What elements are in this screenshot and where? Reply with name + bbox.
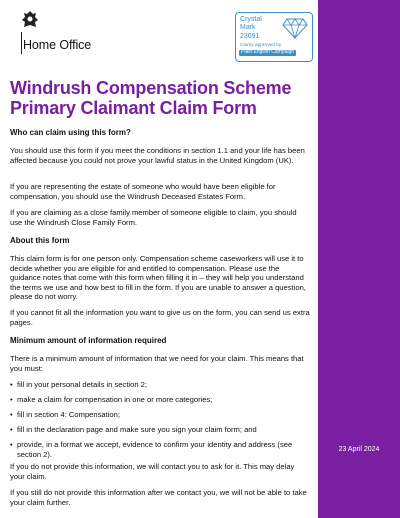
list-item: • fill in the declaration page and make sure you sign your claim form; and: [10, 425, 310, 435]
minimum-after-2: If you still do not provide this information after we contact you, we will not be able to take your claim further.: [10, 488, 307, 507]
heading-minimum-info: Minimum amount of information required: [10, 336, 167, 345]
requirements-list: [10, 380, 310, 390]
list-item: • fill in section 4: Compensation;: [10, 410, 310, 420]
page-title: [10, 78, 310, 118]
crystal-mark-line2: Mark: [240, 24, 256, 31]
crystal-mark-number: 23691: [240, 33, 260, 40]
about-paragraph-1: This claim form is for one person only. Compensation scheme caseworkers will use it to decide whether you are eligible for and entitled to compensation. Please use the guidance notes that come with this form when filling it in – they will help you understand the terms we use and how best to fill in the form. If you are unable to answer a question, please do not worry.: [10, 254, 306, 302]
title-line1: Windrush Compensation Scheme: [10, 78, 292, 98]
list-item: • make a claim for compensation in one or more categories;: [10, 395, 310, 405]
requirements-list: [10, 440, 310, 459]
crystal-mark-badge: [235, 12, 313, 62]
who-paragraph-3: If you are claiming as a close family member of someone eligible to claim, you should use the Windrush Close Family Form.: [10, 208, 297, 227]
royal-crest-icon: [21, 10, 39, 30]
org-name: Home Office: [23, 38, 92, 52]
publication-date: 23 April 2024: [338, 446, 380, 453]
crystal-mark-approved: Clarity approved by: [240, 43, 282, 48]
title-line2: Primary Claimant Claim Form: [10, 98, 257, 118]
crystal-mark-line1: Crystal: [240, 16, 262, 23]
crystal-mark-campaign: Plain English Campaign: [241, 49, 295, 55]
minimum-after-1: If you do not provide this information, we will contact you to ask for it. This may delay your claim.: [10, 462, 295, 481]
requirements-list: [10, 410, 310, 420]
list-item: • provide, in a format we accept, evidence to confirm your identity and address (see section 2).: [10, 440, 310, 459]
heading-about-form: About this form: [10, 236, 70, 245]
list-item: • fill in your personal details in section 2;: [10, 380, 310, 390]
heading-who-can-claim: Who can claim using this form?: [10, 128, 131, 137]
minimum-intro: There is a minimum amount of information that we need for your claim. This means that you must:: [10, 354, 304, 373]
diamond-icon: [282, 17, 308, 39]
requirements-list: [10, 425, 310, 435]
who-paragraph-1: You should use this form if you meet the conditions in section 1.1 and your life has been affected because you could not prove your lawful status in the United Kingdom (UK).: [10, 146, 305, 165]
logo-divider: [21, 32, 22, 54]
purple-side-bar: [318, 0, 400, 518]
requirements-list: [10, 395, 310, 405]
home-office-logo: [10, 10, 110, 58]
who-paragraph-2: If you are representing the estate of someone who would have been eligible for compensation, you should use the Windrush Deceased Estates Form.: [10, 182, 276, 201]
about-paragraph-2: If you cannot fit all the information you want to give us on the form, you can send us extra pages.: [10, 308, 310, 327]
